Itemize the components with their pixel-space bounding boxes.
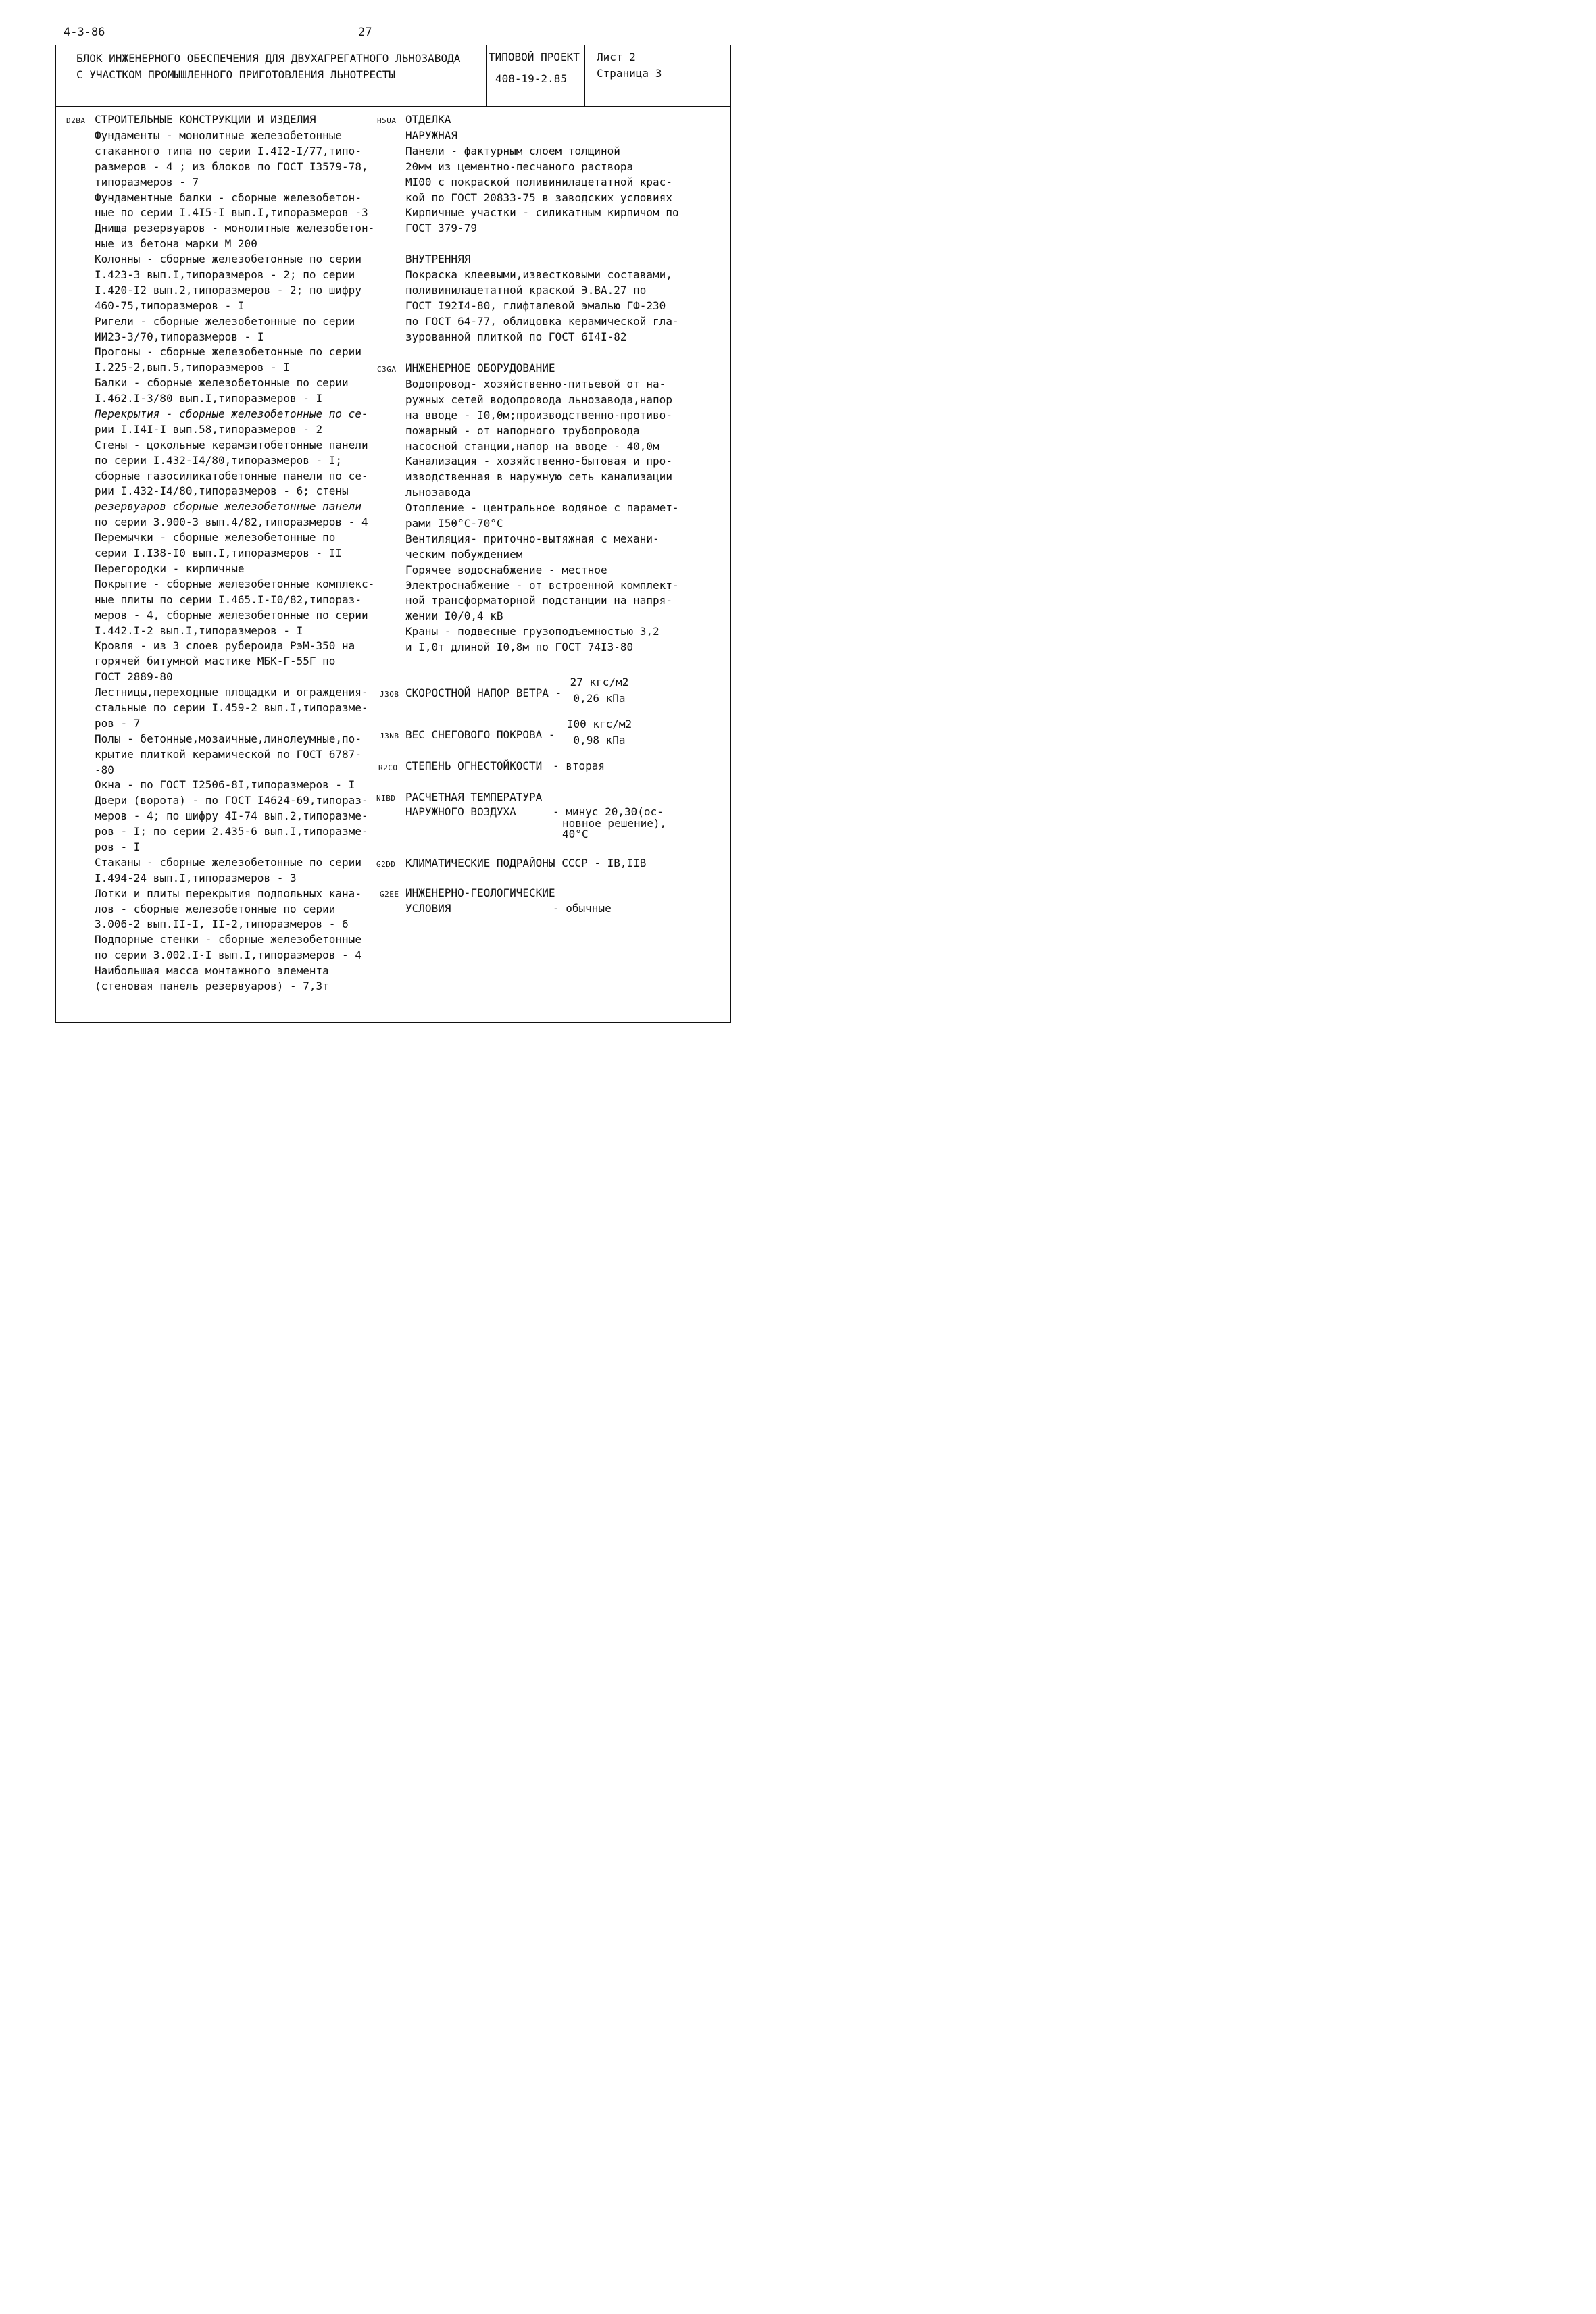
text-line: по серии 3.900-3 вып.4/82,типоразмеров - 4 [95,515,368,529]
section-code: J3NB [380,732,399,740]
section-title: ИНЖЕНЕРНОЕ ОБОРУДОВАНИЕ [405,361,555,374]
text-line [405,236,679,252]
text-line: Перемычки - сборные железобетонные по [95,531,336,545]
title-line: С УЧАСТКОМ ПРОМЫШЛЕННОГО ПРИГОТОВЛЕНИЯ ЛЬНОТРЕСТЫ [76,68,396,81]
text-line: рии I.I4I-I вып.58,типоразмеров - 2 [95,422,323,436]
text-line: Кирпичные участки - силикатным кирпичом по [405,206,679,220]
text-line: льнозавода [405,486,471,499]
text-line: ные из бетона марки М 200 [95,237,257,251]
text-line: ВНУТРЕННЯЯ [405,253,471,266]
text-line: изводственная в наружную сеть канализации [405,470,672,484]
climate-label: КЛИМАТИЧЕСКИЕ ПОДРАЙОНЫ СССР - IB,IIB [405,857,647,870]
section-code: G2EE [380,890,399,899]
text-line: меров - 4, сборные железобетонные по серии [95,608,368,622]
text-line: Перегородки - кирпичные [95,561,245,575]
text-line: Канализация - хозяйственно-бытовая и про- [405,455,672,468]
text-line: сборные газосиликатобетонные панели по се- [95,469,368,482]
divider [486,45,487,106]
wind-value [562,676,637,705]
section-code: D2BA [66,116,86,125]
text-line: Балки - сборные железобетонные по серии [95,376,349,390]
text-line: лов - сборные железобетонные по серии [95,902,336,915]
text-line: Отопление - центральное водяное с парамет- [405,501,679,515]
text-line: ров - 7 [95,716,141,730]
text-line: Подпорные стенки - сборные железобетонные [95,933,361,947]
text-line: Водопровод- хозяйственно-питьевой от на- [405,378,666,391]
text-line: Стаканы - сборные железобетонные по серии [95,855,361,869]
divider [584,45,585,106]
temperature-value: 40°С [562,828,589,840]
wind-label: СКОРОСТНОЙ НАПОР ВЕТРА - [405,686,562,699]
fraction-numerator: 27 кгс/м2 [570,676,629,688]
text-line: I.462.I-3/80 вып.I,типоразмеров - I [95,392,323,405]
text-line: 3.006-2 вып.II-I, II-2,типоразмеров - 6 [95,917,349,931]
text-line: I.420-I2 вып.2,типоразмеров - 2; по шифру [95,283,361,297]
text-line: Панели - фактурным слоем толщиной [405,144,620,157]
text-line: Колонны - сборные железобетонные по серии [95,253,361,266]
text-line: I.225-2,вып.5,типоразмеров - I [95,361,290,374]
text-line: зурованной плиткой по ГОСТ 6I4I-82 [405,330,627,343]
text-line: поливинилацетатной краской Э.ВА.27 по [405,283,647,297]
text-line: размеров - 4 ; из блоков по ГОСТ I3579-78, [95,159,368,173]
text-line: Лотки и плиты перекрытия подпольных кана- [95,886,361,900]
text-line: резервуаров сборные железобетонные панели [95,500,361,513]
text-line: Фундаментные балки - сборные железобетон- [95,191,361,204]
text-line: ров - I; по серии 2.435-6 вып.I,типоразме- [95,825,368,838]
geology-label: УСЛОВИЯ [405,902,451,915]
text-line: I.423-3 вып.I,типоразмеров - 2; по серии [95,268,355,282]
text-line: серии I.I38-I0 вып.I,типоразмеров - II [95,547,343,560]
sheet-number: Лист 2 [597,51,636,64]
text-line: ружных сетей водопровода льнозавода,напор [405,393,672,406]
text-line: Фундаменты - монолитные железобетонные [95,129,343,142]
section-code: R2CO [378,763,398,772]
text-line: Горячее водоснабжение - местное [405,563,607,576]
text-line: Стены - цокольные керамзитобетонные панели [95,438,368,451]
text-line: ческим побуждением [405,547,523,561]
text-line: Краны - подвесные грузоподъемностью 3,2 [405,625,659,638]
finish-list [405,128,679,345]
page-label: Страница 3 [597,67,662,80]
text-line: стальные по серии I.459-2 вып.I,типоразме- [95,701,368,714]
section-code: J3OB [380,690,399,699]
text-line: ные плиты по серии I.465.I-I0/82,типораз- [95,593,361,606]
text-line: Вентиляция- приточно-вытяжная с механи- [405,532,659,545]
text-line: I.494-24 вып.I,типоразмеров - 3 [95,871,297,884]
text-line: крытие плиткой керамической по ГОСТ 6787- [95,747,361,761]
text-line: ГОСТ I92I4-80, глифталевой эмалью ГФ-230 [405,299,666,312]
section-code: H5UA [377,116,397,125]
text-line: стаканного типа по серии I.4I2-I/77,типо- [95,144,361,157]
section-code: G2DD [376,860,396,869]
text-line: по серии 3.002.I-I вып.I,типоразмеров - 4 [95,949,361,962]
text-line: и I,0т длиной I0,8м по ГОСТ 74I3-80 [405,640,634,654]
text-line: Днища резервуаров - монолитные железобетон- [95,222,375,235]
title-block [56,45,730,107]
project-number: 408-19-2.85 [495,72,567,85]
geology-value: - обычные [553,902,612,915]
text-line: Лестницы,переходные площадки и ограждения- [95,686,368,699]
section-title: СТРОИТЕЛЬНЫЕ КОНСТРУКЦИИ И ИЗДЕЛИЯ [95,113,316,126]
text-line: по ГОСТ 64-77, облицовка керамической гла- [405,314,679,328]
text-line: ИИ23-3/70,типоразмеров - I [95,330,264,343]
text-line: Перекрытия - сборные железобетонные по се- [95,407,368,421]
section-title: ОТДЕЛКА [405,113,451,126]
text-line: MI00 с покраской поливинилацетатной крас- [405,175,672,188]
text-line: ной трансформаторной подстанции на напря- [405,594,672,607]
text-line: Электроснабжение - от встроенной комплект- [405,578,679,592]
fraction-denominator: 0,98 кПа [573,734,626,747]
text-line: 460-75,типоразмеров - I [95,299,245,312]
text-line: Покрытие - сборные железобетонные комплекс- [95,577,375,590]
temperature-value: - минус 20,30(ос- [553,805,664,818]
geology-label: ИНЖЕНЕРНО-ГЕОЛОГИЧЕСКИЕ [405,886,555,899]
page-number: 27 [358,26,372,39]
fraction-numerator: I00 кгс/м2 [566,718,632,730]
temperature-label: НАРУЖНОГО ВОЗДУХА [405,805,516,818]
text-line: Прогоны - сборные железобетонные по серии [95,345,361,359]
text-line: по серии I.432-I4/80,типоразмеров - I; [95,453,343,467]
text-line: -80 [95,763,114,776]
project-label: ТИПОВОЙ ПРОЕКТ [489,51,580,64]
text-line: (стеновая панель резервуаров) - 7,3т [95,979,329,992]
text-line: I.442.I-2 вып.I,типоразмеров - I [95,624,303,637]
text-line: Окна - по ГОСТ I2506-8I,типоразмеров - I [95,778,355,792]
text-line: Двери (ворота) - по ГОСТ I4624-69,типораз- [95,794,368,807]
text-line: Полы - бетонные,мозаичные,линолеумные,по- [95,732,361,745]
text-line: ГОСТ 2889-80 [95,670,173,684]
text-line: НАРУЖНАЯ [405,129,458,142]
text-line: меров - 4; по шифру 4I-74 вып.2,типоразме- [95,809,368,823]
fraction-denominator: 0,26 кПа [573,692,626,705]
text-line: горячей битумной мастике МБК-Г-55Г по [95,655,336,668]
text-line: Кровля - из 3 слоев рубероида РэМ-350 на [95,639,355,653]
text-line: ГОСТ 379-79 [405,222,477,235]
text-line: Наибольшая масса монтажного элемента [95,964,329,978]
text-line: на вводе - I0,0м;производственно-противо- [405,408,672,422]
text-line: ров - I [95,840,141,853]
fire-value: - вторая [553,759,605,772]
document-code: 4-3-86 [64,26,105,39]
snow-value [562,718,637,747]
text-line: жении I0/0,4 кВ [405,609,503,623]
text-line: Ригели - сборные железобетонные по серии [95,314,355,328]
section-code: NIBD [376,794,396,803]
text-line: кой по ГОСТ 20833-75 в заводских условиях [405,191,672,204]
text-line: Покраска клеевыми,известковыми составами, [405,268,672,282]
text-line: пожарный - от напорного трубопровода [405,424,640,437]
text-line: 20мм из цементно-песчаного раствора [405,159,634,173]
text-line: рами I50°С-70°С [405,517,503,530]
text-line: насосной станции,напор на вводе - 40,0м [405,439,659,453]
construction-list [95,128,374,995]
equipment-list [405,377,679,655]
fire-label: СТЕПЕНЬ ОГНЕСТОЙКОСТИ [405,759,543,772]
title-line: БЛОК ИНЖЕНЕРНОГО ОБЕСПЕЧЕНИЯ ДЛЯ ДВУХАГРЕГАТНОГО ЛЬНОЗАВОДА [76,52,461,65]
snow-label: ВЕС СНЕГОВОГО ПОКРОВА - [405,728,555,741]
temperature-label: РАСЧЕТНАЯ ТЕМПЕРАТУРА [405,790,543,803]
text-line: типоразмеров - 7 [95,175,199,188]
project-title [76,51,482,83]
text-line: рии I.432-I4/80,типоразмеров - 6; стены [95,484,349,498]
temperature-value: новное решение), [562,817,667,830]
text-line: ные по серии I.4I5-I вып.I,типоразмеров -3 [95,206,368,220]
section-code: C3GA [377,365,397,374]
